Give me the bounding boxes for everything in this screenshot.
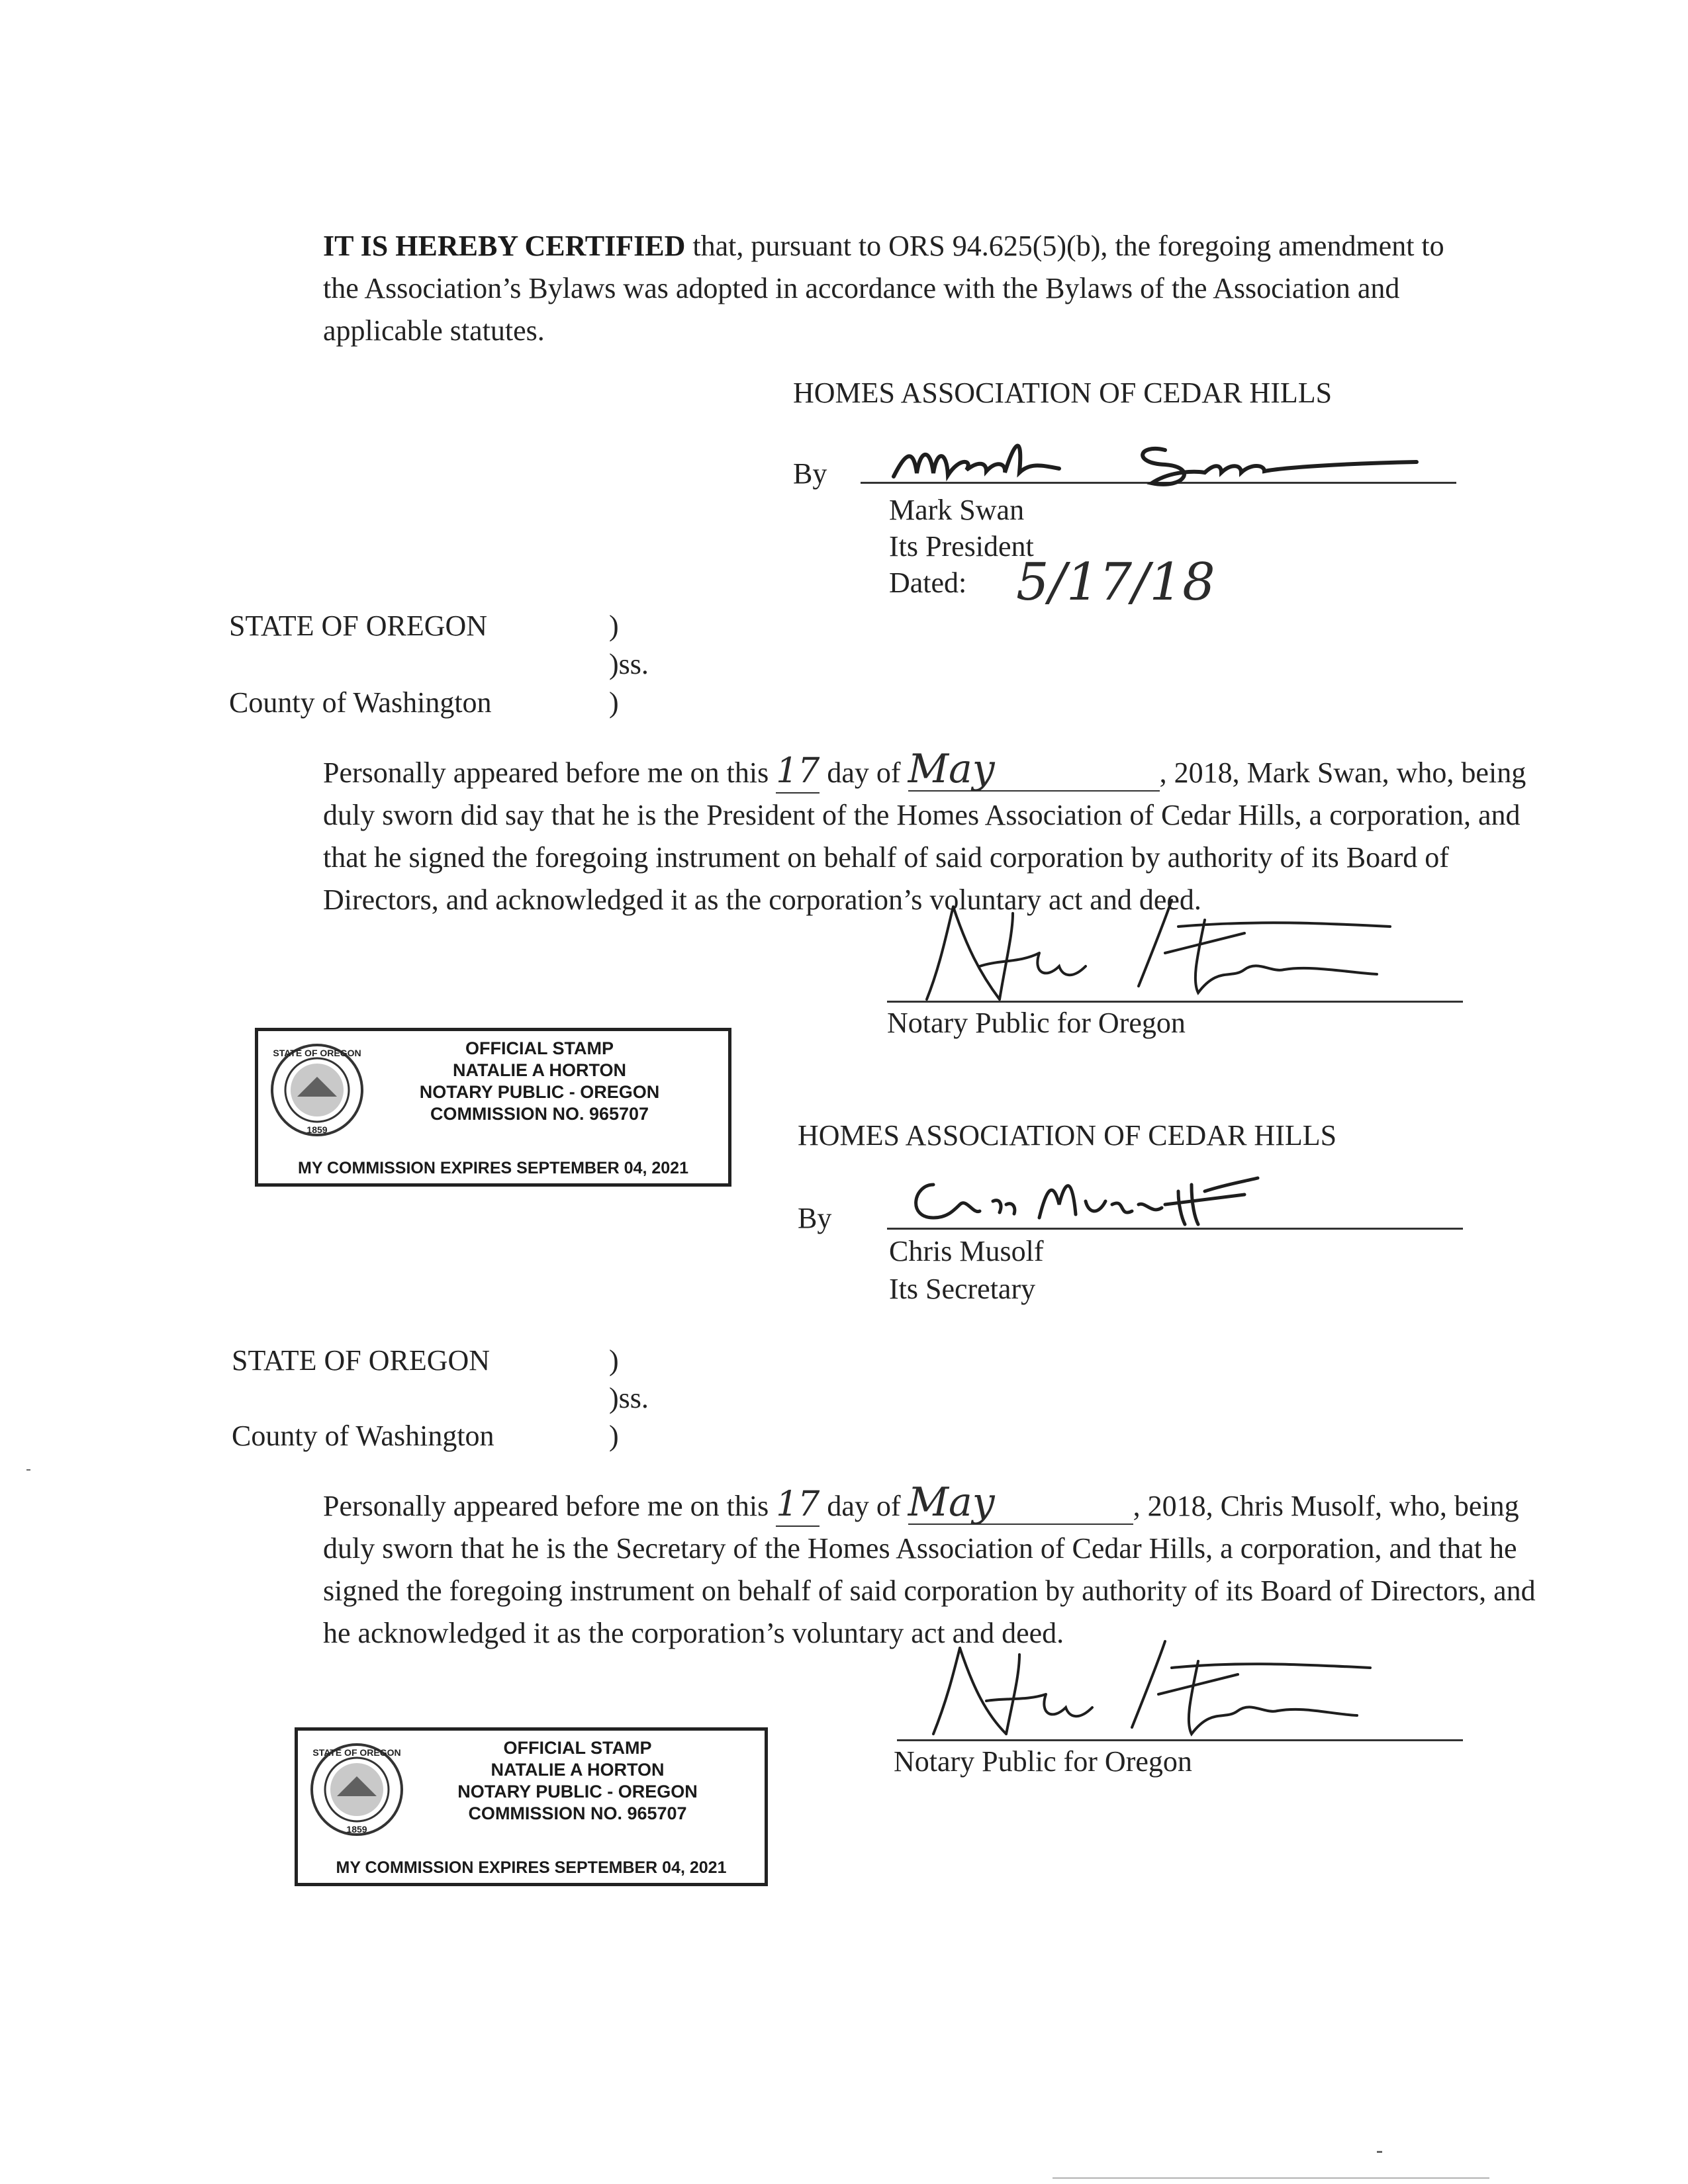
- secretary-org-heading: HOMES ASSOCIATION OF CEDAR HILLS: [798, 1119, 1337, 1152]
- scan-speck: [26, 1469, 30, 1471]
- scan-edge-line: [1053, 2177, 1489, 2179]
- president-by-label: By: [793, 457, 827, 490]
- venue-paren-top-2: ): [609, 1344, 619, 1377]
- venue-state-2: STATE OF OREGON: [232, 1344, 491, 1377]
- secretary-by-label: By: [798, 1202, 832, 1234]
- notary-2-text-b: day of: [820, 1490, 908, 1522]
- stamp-2-line4: COMMISSION NO. 965707: [468, 1803, 687, 1823]
- oregon-seal-icon: [307, 1740, 406, 1839]
- venue-paren-top-1: ): [609, 610, 619, 642]
- stamp-1-line1: OFFICIAL STAMP: [465, 1038, 614, 1058]
- dated-label: Dated:: [889, 567, 967, 599]
- certification-lead: IT IS HEREBY CERTIFIED: [323, 230, 686, 262]
- notary-caption-1: Notary Public for Oregon: [887, 1007, 1186, 1039]
- notary-2-text-c: , 2018, Chris Musolf, who, being duly sworn that he is the Secretary of the Homes Association of Cedar Hills, a corporation, and that he signed the foregoing instrument on behalf of said corporation by authority of its Board of Directors, and he acknowledged it as the corporation’s voluntary act and deed.: [323, 1490, 1536, 1649]
- secretary-signature: [900, 1165, 1271, 1231]
- svg-text:1859: 1859: [306, 1124, 328, 1135]
- stamp-1-expires: MY COMMISSION EXPIRES SEPTEMBER 04, 2021: [298, 1159, 688, 1177]
- notary-2-month: May: [908, 1481, 1133, 1525]
- certification-text: that, pursuant to ORS 94.625(5)(b), the foregoing amendment to the Association’s Bylaws was adopted in accordance with the Bylaws of the Association and applicable statutes.: [323, 230, 1444, 347]
- venue-county-1: County of Washington: [229, 686, 492, 719]
- notary-signature-line-2: [897, 1739, 1463, 1741]
- stamp-2-text: [397, 1737, 758, 1825]
- notary-stamp-1: [255, 1028, 731, 1187]
- secretary-name: Chris Musolf: [889, 1235, 1044, 1267]
- scan-speck: [1377, 2151, 1382, 2153]
- president-name: Mark Swan: [889, 494, 1025, 526]
- venue-state-1: STATE OF OREGON: [229, 610, 488, 642]
- notary-2-text-a: Personally appeared before me on this: [323, 1490, 776, 1522]
- secretary-title: Its Secretary: [889, 1273, 1036, 1305]
- stamp-2-line1: OFFICIAL STAMP: [503, 1738, 652, 1758]
- venue-paren-bottom-2: ): [609, 1420, 619, 1452]
- stamp-2-expires: MY COMMISSION EXPIRES SEPTEMBER 04, 2021: [336, 1858, 727, 1877]
- notary-2-day: 17: [776, 1483, 820, 1527]
- certification-paragraph: [230, 225, 1481, 352]
- stamp-1-line4: COMMISSION NO. 965707: [430, 1104, 649, 1124]
- svg-text:STATE OF OREGON: STATE OF OREGON: [273, 1048, 361, 1058]
- notary-1-day: 17: [776, 750, 820, 794]
- notary-signature-2: [907, 1635, 1383, 1747]
- stamp-1-text: [357, 1038, 722, 1125]
- stamp-2-line3: NOTARY PUBLIC - OREGON: [457, 1782, 698, 1801]
- svg-text:1859: 1859: [346, 1824, 367, 1835]
- venue-ss-2: )ss.: [609, 1382, 649, 1414]
- notary-caption-2: Notary Public for Oregon: [894, 1745, 1192, 1778]
- venue-paren-bottom-1: ): [609, 686, 619, 719]
- president-signature: [887, 424, 1430, 496]
- stamp-1-line2: NATALIE A HORTON: [453, 1060, 626, 1080]
- stamp-2-line2: NATALIE A HORTON: [491, 1760, 665, 1780]
- notary-stamp-2: [295, 1727, 768, 1886]
- notary-1-text-b: day of: [820, 756, 908, 789]
- notary-1-month: May: [908, 748, 1160, 792]
- notary-signature-1: [887, 893, 1403, 1013]
- notary-1-text-c: , 2018, Mark Swan, who, being duly sworn did say that he is the President of the Homes Association of Cedar Hills, a corporation, and that he signed the foregoing instrument on behalf of said corporation by authority of its Board of Directors, and acknowledged it as the corporation’s voluntary act and deed.: [323, 756, 1526, 916]
- svg-text:STATE OF OREGON: STATE OF OREGON: [312, 1747, 401, 1758]
- stamp-1-line3: NOTARY PUBLIC - OREGON: [419, 1082, 660, 1102]
- president-title: Its President: [889, 530, 1034, 563]
- dated-value: 5/17/18: [1016, 553, 1215, 612]
- venue-county-2: County of Washington: [232, 1420, 494, 1452]
- notary-signature-line-1: [887, 1001, 1463, 1003]
- notary-paragraph-2: [230, 1481, 1568, 1655]
- venue-ss-1: )ss.: [609, 648, 649, 680]
- president-org-heading: HOMES ASSOCIATION OF CEDAR HILLS: [793, 377, 1333, 409]
- notary-1-text-a: Personally appeared before me on this: [323, 756, 776, 789]
- oregon-seal-icon: [267, 1040, 367, 1140]
